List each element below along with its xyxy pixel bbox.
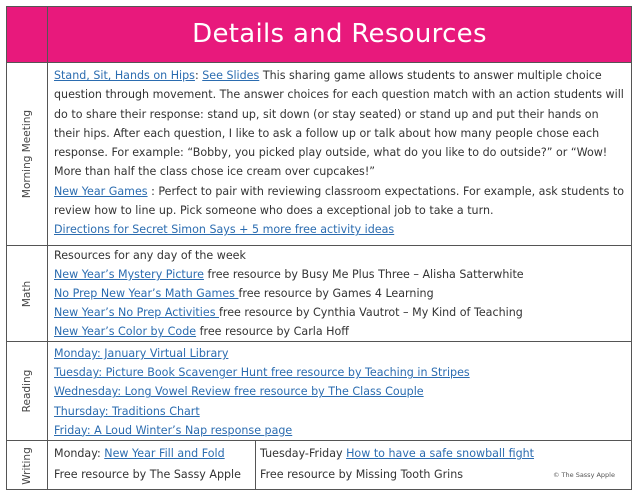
brand-watermark: © The Sassy Apple bbox=[552, 471, 615, 479]
row-label-cell bbox=[7, 63, 48, 245]
monday-prefix: Monday: bbox=[54, 447, 105, 460]
list-item bbox=[54, 303, 625, 322]
resource-credit: free resource by Games 4 Learning bbox=[238, 287, 434, 301]
resource-credit: free resource by Busy Me Plus Three – Alisha Satterwhite bbox=[203, 268, 524, 282]
writing-tue-fri-line bbox=[260, 443, 560, 464]
tue-fri-prefix: Tuesday-Friday bbox=[260, 447, 347, 460]
stand-sit-hips-link[interactable]: Stand, Sit, Hands on Hips bbox=[54, 69, 195, 82]
row-label-cell bbox=[7, 441, 48, 490]
no-prep-activities-link[interactable]: New Year’s No Prep Activities bbox=[54, 306, 219, 320]
traditions-chart-link[interactable]: Thursday: Traditions Chart bbox=[54, 404, 200, 418]
row-label-math: Math bbox=[21, 280, 33, 307]
winters-nap-link[interactable]: Friday: A Loud Winter’s Nap response page bbox=[54, 423, 293, 437]
snowball-fight-link[interactable]: How to have a safe snowball fight bbox=[346, 447, 535, 460]
row-reading bbox=[7, 342, 631, 441]
row-label-reading: Reading bbox=[21, 369, 33, 413]
column-divider bbox=[255, 441, 256, 490]
fill-and-fold-link[interactable]: New Year Fill and Fold bbox=[104, 447, 225, 460]
morning-paragraph-2 bbox=[54, 182, 625, 221]
morning-paragraph-3 bbox=[54, 220, 625, 239]
list-item bbox=[54, 402, 625, 421]
math-games-link[interactable]: No Prep New Year’s Math Games bbox=[54, 287, 239, 301]
mystery-picture-link[interactable]: New Year’s Mystery Picture bbox=[54, 268, 204, 282]
header-gutter bbox=[7, 7, 48, 62]
morning-description: This sharing game allows students to answer multiple choice question through movement. The answer choices for each question match with an action students will do to share their response: stand up, sit down (or stay seated) or stand up and put their hands on their hips. After each question, I like to ask a follow up or talk about how many people chose each response. For example: “Bobby, you picked play outside, what do you like to do outside?” or “Wow! More than half the class chose ice cream over cupcakes!” bbox=[54, 69, 624, 179]
tue-fri-credit: Free resource by Missing Tooth Grins bbox=[260, 468, 464, 481]
reading-content bbox=[54, 344, 625, 440]
list-item bbox=[54, 284, 625, 303]
list-item bbox=[54, 322, 625, 341]
monday-credit: Free resource by The Sassy Apple bbox=[54, 468, 241, 481]
row-writing bbox=[7, 441, 631, 490]
list-item bbox=[54, 382, 625, 401]
details-resources-table bbox=[6, 6, 632, 490]
separator: : bbox=[194, 69, 203, 82]
row-label-cell bbox=[7, 342, 48, 440]
row-morning-meeting bbox=[7, 63, 631, 246]
math-intro: Resources for any day of the week bbox=[54, 249, 246, 262]
new-year-games-link[interactable]: New Year Games bbox=[54, 184, 148, 198]
writing-monday-cell bbox=[54, 443, 250, 485]
writing-tue-fri-cell bbox=[260, 443, 560, 485]
list-item bbox=[54, 265, 625, 284]
list-item bbox=[54, 344, 625, 363]
row-label-writing: Writing bbox=[21, 446, 33, 485]
morning-paragraph-1 bbox=[54, 66, 625, 182]
writing-monday-line bbox=[54, 443, 250, 464]
list-item bbox=[54, 421, 625, 440]
long-vowel-review-link[interactable]: Wednesday: Long Vowel Review free resource by The Class Couple bbox=[54, 385, 424, 399]
games-description: : Perfect to pair with reviewing classroom expectations. For example, ask students to review how to line up. Pick someone who does a exceptional job to take a turn. bbox=[54, 184, 625, 218]
row-math bbox=[7, 246, 631, 342]
table-header bbox=[7, 7, 631, 63]
january-virtual-library-link[interactable]: Monday: January Virtual Library bbox=[54, 347, 229, 360]
math-content bbox=[54, 246, 625, 341]
list-item bbox=[54, 363, 625, 382]
resource-credit: free resource by Carla Hoff bbox=[196, 325, 349, 339]
page-title: Details and Resources bbox=[192, 19, 487, 49]
secret-simon-says-link[interactable]: Directions for Secret Simon Says + 5 more free activity ideas bbox=[54, 223, 395, 237]
see-slides-link[interactable]: See Slides bbox=[202, 69, 260, 82]
resource-credit: free resource by Cynthia Vautrot – My Kind of Teaching bbox=[219, 306, 523, 320]
row-label-cell bbox=[7, 246, 48, 341]
scavenger-hunt-link[interactable]: Tuesday: Picture Book Scavenger Hunt free resource by Teaching in Stripes bbox=[54, 366, 470, 380]
row-label-morning-meeting: Morning Meeting bbox=[21, 109, 33, 199]
morning-meeting-content bbox=[54, 66, 625, 240]
color-by-code-link[interactable]: New Year’s Color by Code bbox=[54, 325, 197, 339]
